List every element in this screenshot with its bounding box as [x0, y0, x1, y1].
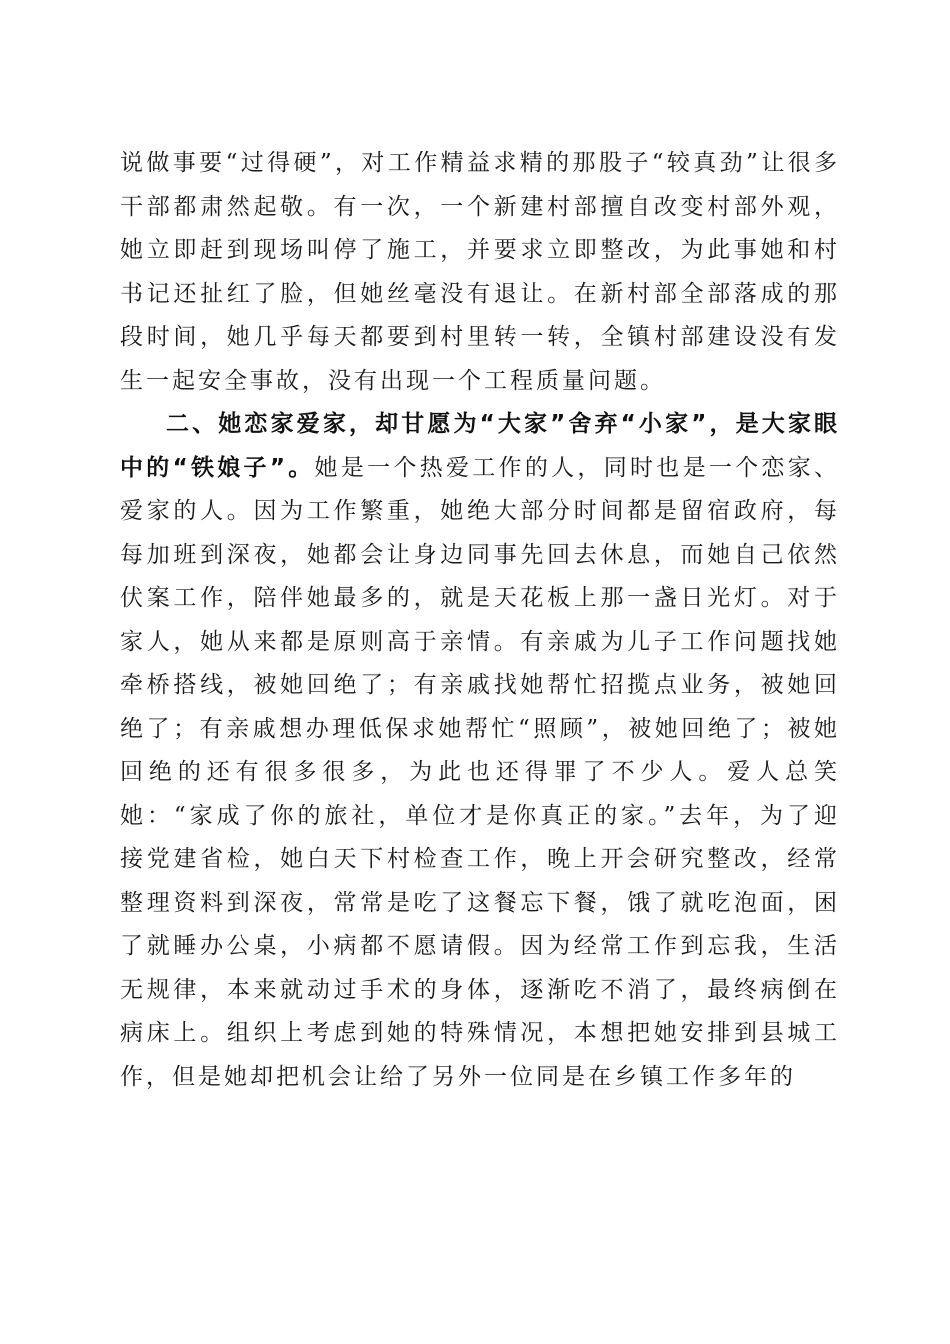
section-heading: 二、她恋家爱家，却甘愿为“大家”舍弃“小家”，是大家眼中的“铁娘子”。 — [120, 411, 840, 481]
paragraph-section-2 — [120, 403, 840, 1099]
document-body — [120, 142, 840, 1099]
section-body-text: 她是一个热爱工作的人，同时也是一个恋家、爱家的人。因为工作繁重，她绝大部分时间都是留宿政府，每每加班到深夜，她都会让身边同事先回去休息，而她自己依然伏案工作，陪伴她最多的，就是天花板上那一盏日光灯。对于家人，她从来都是原则高于亲情。有亲戚为儿子工作问题找她牵桥搭线，被她回绝了；有亲戚找她帮忙招揽点业务，被她回绝了；有亲戚想办理低保求她帮忙“照顾”，被她回绝了；被她回绝的还有很多很多，为此也还得罪了不少人。爱人总笑她：“家成了你的旅社，单位才是你真正的家。”去年，为了迎接党建省检，她白天下村检查工作，晚上开会研究整改，经常整理资料到深夜，常常是吃了这餐忘下餐，饿了就吃泡面，困了就睡办公桌，小病都不愿请假。因为经常工作到忘我，生活无规律，本来就动过手术的身体，逐渐吃不消了，最终病倒在病床上。组织上考虑到她的特殊情况，本想把她安排到县城工作，但是她却把机会让给了另外一位同是在乡镇工作多年的 — [120, 454, 841, 1090]
paragraph-continued: 说做事要“过得硬”，对工作精益求精的那股子“较真劲”让很多干部都肃然起敬。有一次，一个新建村部擅自改变村部外观，她立即赶到现场叫停了施工，并要求立即整改，为此事她和村书记还扯红了脸，但她丝毫没有退让。在新村部全部落成的那段时间，她几乎每天都要到村里转一转，全镇村部建设没有发生一起安全事故，没有出现一个工程质量问题。 — [120, 150, 840, 394]
